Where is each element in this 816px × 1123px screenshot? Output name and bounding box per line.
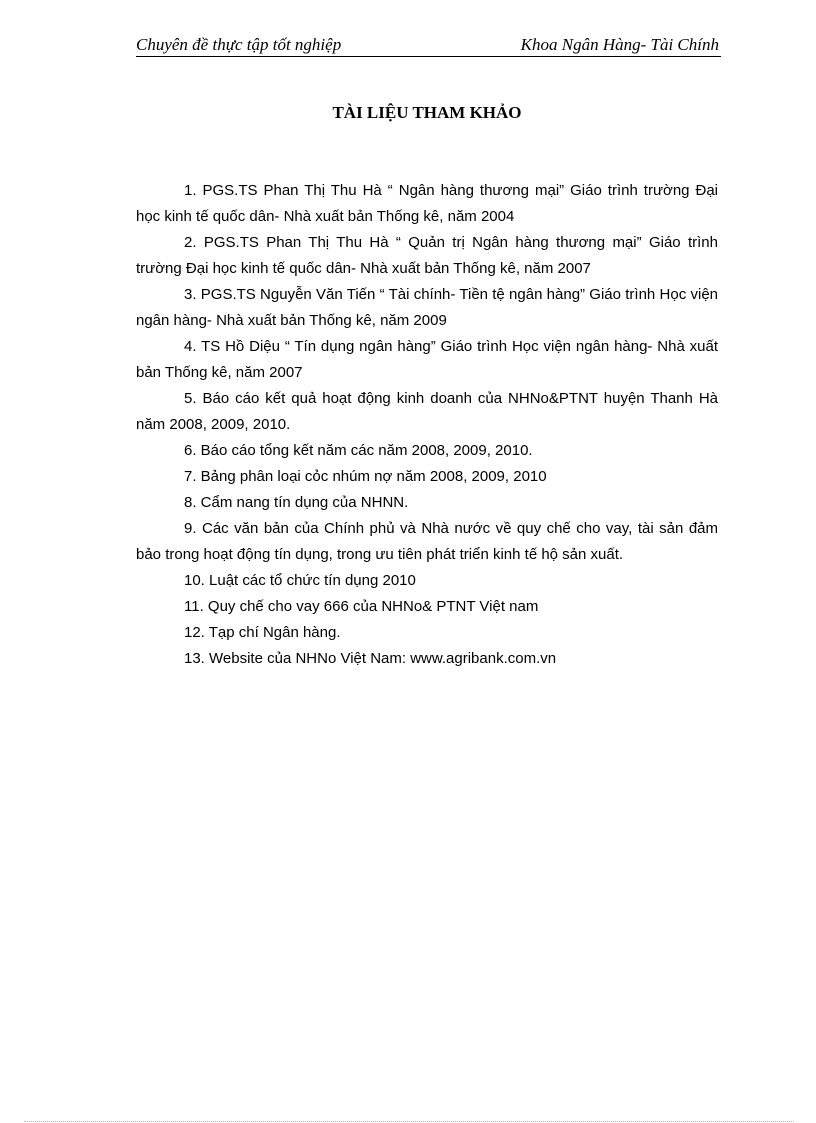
reference-item: 6. Báo cáo tổng kết năm các năm 2008, 2009, 2010.	[184, 442, 533, 459]
reference-item: 5. Báo cáo kết quả hoạt động kinh doanh của NHNo&PTNT huyện Thanh Hà năm 2008, 2009, 2010.	[136, 390, 718, 433]
header-document-type: Chuyên đề thực tập tốt nghiệp	[136, 35, 342, 54]
reference-item: 4. TS Hồ Diệu “ Tín dụng ngân hàng” Giáo trình Học viện ngân hàng- Nhà xuất bản Thống kê, năm 2007	[136, 338, 718, 381]
reference-item: 9. Các văn bản của Chính phủ và Nhà nước về quy chế cho vay, tài sản đảm bảo trong hoạt động tín dụng, trong ưu tiên phát triển kinh tế hộ sản xuất.	[136, 520, 718, 563]
reference-item: 2. PGS.TS Phan Thị Thu Hà “ Quản trị Ngân hàng thương mại” Giáo trình trường Đại học kinh tế quốc dân- Nhà xuất bản Thống kê, năm 2007	[136, 234, 718, 277]
page-header	[136, 34, 721, 57]
reference-item: 1. PGS.TS Phan Thị Thu Hà “ Ngân hàng thương mại” Giáo trình trường Đại học kinh tế quốc dân- Nhà xuất bản Thống kê, năm 2004	[136, 182, 718, 225]
reference-item: 7. Bảng phân loại cỏc nhúm nợ năm 2008, 2009, 2010	[184, 468, 547, 485]
reference-item: 8. Cẩm nang tín dụng của NHNN.	[184, 494, 409, 511]
reference-item: 10. Luật các tổ chức tín dụng 2010	[184, 572, 416, 589]
reference-item: 11. Quy chế cho vay 666 của NHNo& PTNT Việt nam	[184, 598, 539, 615]
reference-item: 13. Website của NHNo Việt Nam: www.agribank.com.vn	[184, 650, 557, 667]
reference-item: 12. Tạp chí Ngân hàng.	[184, 624, 341, 641]
page-bottom-divider	[24, 1121, 794, 1122]
page-title: TÀI LIỆU THAM KHẢO	[332, 103, 522, 122]
reference-item: 3. PGS.TS Nguyễn Văn Tiến “ Tài chính- Tiền tệ ngân hàng” Giáo trình Học viện ngân hàng- Nhà xuất bản Thống kê, năm 2009	[136, 286, 718, 329]
reference-list	[136, 178, 718, 672]
header-department: Khoa Ngân Hàng- Tài Chính	[520, 35, 719, 54]
